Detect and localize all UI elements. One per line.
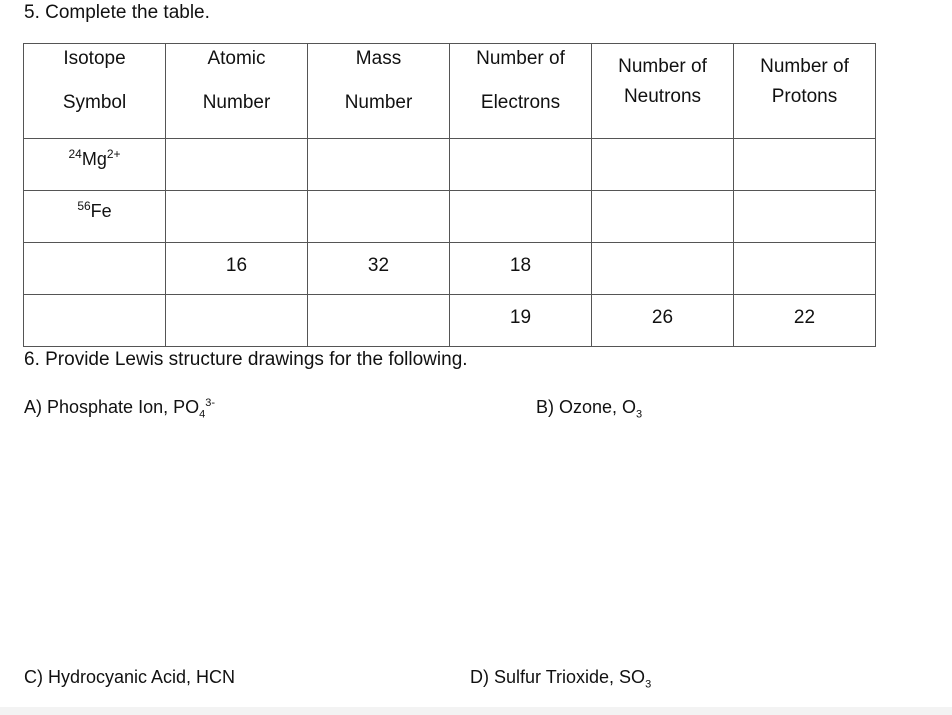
header-line: Number of [618,56,707,77]
part-b-subscript: 3 [636,408,643,421]
header-protons [734,44,876,139]
header-isotope-symbol [24,44,166,139]
table-row [24,191,876,243]
part-d-so3 [470,667,651,691]
table-row [24,139,876,191]
isotope-symbol-cell[interactable] [24,295,166,347]
part-a-phosphate [24,397,215,421]
header-atomic-number [166,44,308,139]
part-b-label: B) Ozone, O [536,397,637,417]
atomic-number-cell[interactable] [166,295,308,347]
isotope-symbol-cell [24,139,166,191]
cell-value: 19 [509,307,532,328]
atomic-number-cell [166,243,308,295]
header-line: Symbol [62,92,127,113]
isotope-table [23,43,876,347]
cell-value: 26 [651,307,674,328]
isotope-symbol-cell[interactable] [24,243,166,295]
neutrons-cell [592,295,734,347]
header-line: Number of [760,56,849,77]
header-line: Number [344,92,413,113]
electrons-cell [450,295,592,347]
mass-superscript: 24 [68,147,82,161]
header-line: Electrons [480,92,561,113]
part-b-ozone [536,397,642,421]
table-row [24,295,876,347]
electrons-cell [450,243,592,295]
header-line: Atomic [207,48,266,69]
header-line: Mass [355,48,402,69]
cell-value: 22 [793,307,816,328]
part-a-label: A) Phosphate Ion, PO [24,397,200,417]
electrons-cell[interactable] [450,191,592,243]
protons-cell[interactable] [734,191,876,243]
isotope-symbol-cell [24,191,166,243]
header-line: Number [202,92,271,113]
mass-number-cell[interactable] [308,191,450,243]
table-header-row [24,44,876,139]
part-c-label: C) Hydrocyanic Acid, HCN [24,667,236,687]
header-line: Isotope [63,48,126,69]
element-symbol: Mg [81,149,107,169]
charge-superscript: 2+ [106,147,121,161]
atomic-number-cell[interactable] [166,191,308,243]
part-d-subscript: 3 [645,678,652,691]
question-6-heading: 6. Provide Lewis structure drawings for the following. [24,349,468,370]
element-symbol: Fe [90,201,112,221]
table-row [24,243,876,295]
electrons-cell[interactable] [450,139,592,191]
mass-number-cell [308,243,450,295]
header-line: Protons [771,86,838,107]
cell-value: 16 [225,255,248,276]
header-neutrons [592,44,734,139]
header-mass-number [308,44,450,139]
bottom-edge [0,707,952,715]
mass-number-cell[interactable] [308,139,450,191]
isotope-symbol [24,147,165,170]
mass-superscript: 56 [77,199,91,213]
protons-cell [734,295,876,347]
cell-value: 32 [367,255,390,276]
mass-number-cell[interactable] [308,295,450,347]
atomic-number-cell[interactable] [166,139,308,191]
header-line: Number of [476,48,565,69]
cell-value: 18 [509,255,532,276]
part-c-hcn [24,667,235,688]
neutrons-cell[interactable] [592,139,734,191]
protons-cell[interactable] [734,139,876,191]
neutrons-cell[interactable] [592,191,734,243]
header-electrons [450,44,592,139]
isotope-symbol [24,199,165,222]
part-d-label: D) Sulfur Trioxide, SO [470,667,646,687]
protons-cell[interactable] [734,243,876,295]
part-a-subscript: 4 [199,408,206,421]
neutrons-cell[interactable] [592,243,734,295]
question-5-heading: 5. Complete the table. [24,2,210,23]
header-line: Neutrons [623,86,702,107]
part-a-charge: 3- [205,397,216,409]
